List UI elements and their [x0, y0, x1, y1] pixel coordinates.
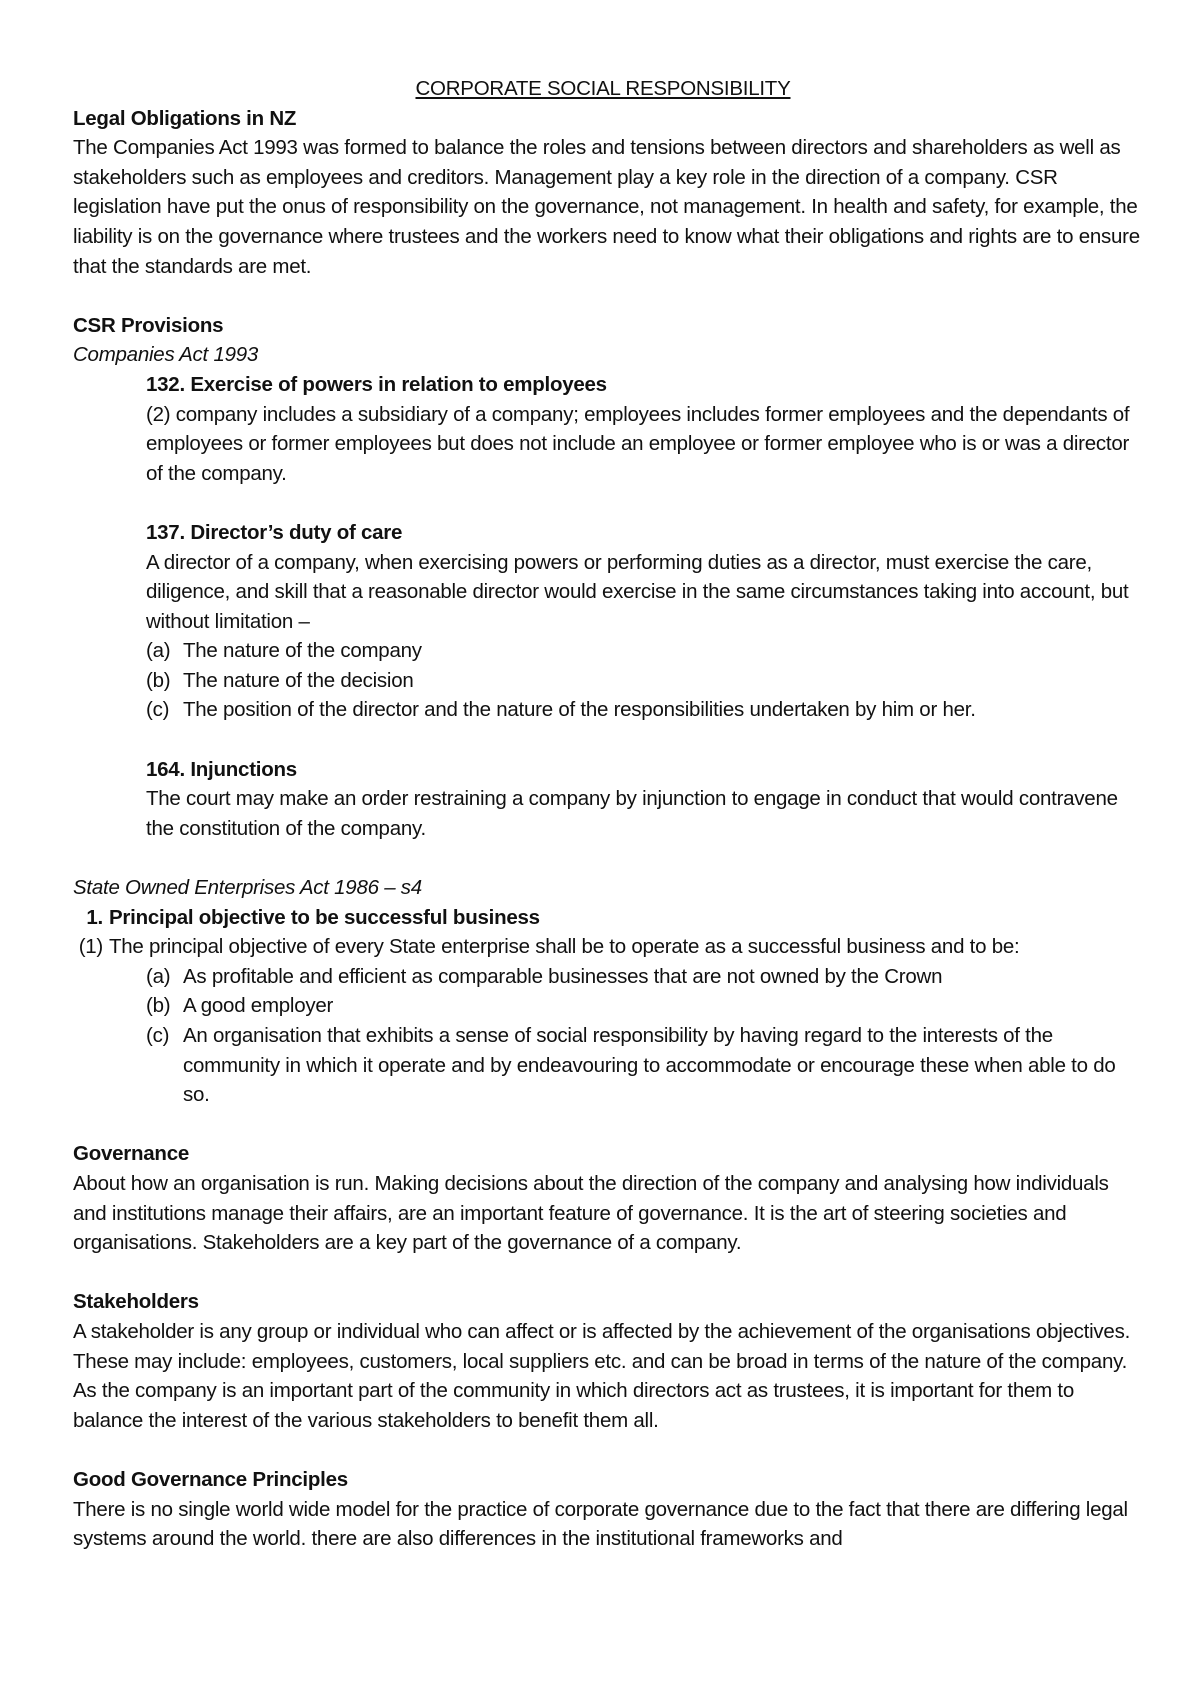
list-marker: (c) — [146, 1024, 170, 1047]
soe-objectives-list — [146, 962, 1143, 1110]
stakeholders-heading: Stakeholders — [73, 1290, 199, 1314]
spacer — [73, 1258, 1143, 1288]
spacer — [73, 1110, 1143, 1140]
section-137-heading: 137. Director’s duty of care — [146, 520, 403, 544]
spacer — [73, 843, 1143, 873]
list-item — [146, 991, 1143, 1021]
list-marker: (a) — [146, 639, 171, 663]
section-137 — [146, 518, 1143, 725]
soe-item-1-text: Principal objective to be successful business — [109, 905, 540, 929]
good-governance-heading: Good Governance Principles — [73, 1467, 348, 1491]
document-page — [73, 74, 1143, 1554]
soe-act-label: State Owned Enterprises Act 1986 – s4 — [73, 876, 422, 900]
stakeholders-body: A stakeholder is any group or individual who can affect or is affected by the achievement of the organisations objectives. These may include: employees, customers, local suppliers etc. and can be broad in terms of the nature of the company. As the company is an important part of the community in which directors act as trustees, it is important for them to balance the interest of the various stakeholders to benefit them all. — [73, 1319, 1131, 1432]
spacer — [73, 725, 1143, 755]
list-marker: (b) — [146, 994, 171, 1018]
governance-body: About how an organisation is run. Making decisions about the direction of the company and analysing how individuals and institutions manage their affairs, are an important feature of governance. It is the art of steering societies and organisations. Stakeholders are a key part of the governance of a company. — [73, 1171, 1109, 1255]
list-marker: (c) — [146, 698, 170, 722]
legal-obligations-heading: Legal Obligations in NZ — [73, 106, 297, 130]
soe-item-1 — [73, 903, 1143, 933]
soe-subitem-1 — [73, 932, 1143, 962]
list-item-text: An organisation that exhibits a sense of social responsibility by having regard to the interests of the community in which it operate and by endeavouring to accommodate or encourage these when able to do so. — [183, 1024, 1116, 1107]
list-item — [146, 1021, 1143, 1110]
section-164-heading: 164. Injunctions — [146, 757, 297, 781]
section-164-body: The court may make an order restraining a company by injunction to engage in conduct that would contravene the constitution of the company. — [146, 787, 1118, 840]
companies-act-label: Companies Act 1993 — [73, 343, 259, 367]
section-137-body: A director of a company, when exercising powers or performing duties as a director, must exercise the care, diligence, and skill that a reasonable director would exercise in the same circumstances taking into account, but without limitation – — [146, 550, 1129, 633]
list-marker: (1) — [78, 935, 103, 959]
csr-provisions-heading: CSR Provisions — [73, 313, 224, 337]
list-item — [146, 666, 1143, 696]
section-132-heading: 132. Exercise of powers in relation to employees — [146, 372, 607, 396]
spacer — [73, 488, 1143, 518]
section-132 — [146, 370, 1143, 488]
section-132-body: (2) company includes a subsidiary of a company; employees includes former employees and the dependants of employees or former employees but does not include an employee or former employee who is or was a director of the company. — [146, 402, 1130, 485]
list-item-text: A good employer — [183, 994, 334, 1018]
soe-subitem-1-text: The principal objective of every State enterprise shall be to operate as a successful business and to be: — [109, 935, 1020, 959]
list-item-text: The nature of the decision — [183, 668, 414, 692]
list-item — [146, 636, 1143, 666]
document-title: CORPORATE SOCIAL RESPONSIBILITY — [415, 77, 791, 100]
list-item — [146, 962, 1143, 992]
list-item-text: The position of the director and the nature of the responsibilities undertaken by him or her. — [183, 698, 976, 722]
list-item-text: As profitable and efficient as comparable businesses that are not owned by the Crown — [183, 964, 943, 988]
section-137-list — [146, 636, 1143, 725]
list-marker: 1. — [86, 905, 103, 929]
list-marker: (a) — [146, 964, 171, 988]
list-item — [146, 695, 1143, 725]
governance-heading: Governance — [73, 1142, 189, 1166]
section-164 — [146, 755, 1143, 844]
spacer — [73, 1435, 1143, 1465]
good-governance-body: There is no single world wide model for the practice of corporate governance due to the fact that there are differing legal systems around the world. there are also differences in the institutional frameworks and — [73, 1497, 1128, 1551]
legal-obligations-body: The Companies Act 1993 was formed to balance the roles and tensions between directors and shareholders as well as stakeholders such as employees and creditors. Management play a key role in the direction of a company. CSR legislation have put the onus of responsibility on the governance, not management. In health and safety, for example, the liability is on the governance where trustees and the workers need to know what their obligations and rights are to ensure that the standards are met. — [73, 136, 1140, 278]
list-item-text: The nature of the company — [183, 639, 422, 663]
list-marker: (b) — [146, 668, 171, 692]
spacer — [73, 281, 1143, 311]
